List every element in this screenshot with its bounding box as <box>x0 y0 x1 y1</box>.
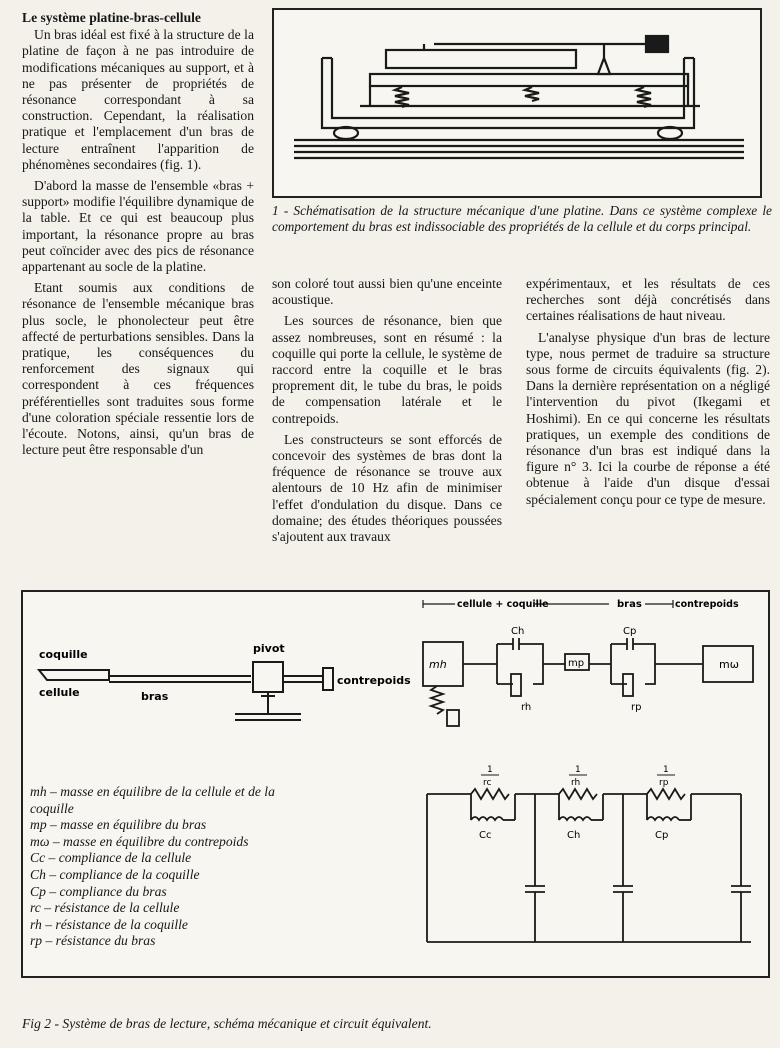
circuit-label-ch: Ch <box>511 626 525 637</box>
legend-item: Ch – compliance de la coquille <box>30 866 200 882</box>
header-bras: bras <box>617 599 642 610</box>
paragraph: Les sources de résonance, bien que assez nombreuses, sont en résumé : la coquille qui porte la cellule, le système de raccord entre la coquille et le bras proprement dit, le tube du bras, le poids de compensation latérale et le contrepoids. <box>272 313 502 426</box>
circuit-label-mw: mω <box>719 658 739 671</box>
article-column-1 <box>22 10 254 463</box>
paragraph: L'analyse physique d'un bras de lecture type, nous permet de traduire sa structure sous forme de circuits équivalents (fig. 2). Dans la dernière représentation on a négligé l'intervention du pivot (Ikegami et Hoshimi). En ce qui concerne les résultats pratiques, un exemple des conditions de résonance d'un bras est indiqué dans la figure n° 3. Ici la courbe de réponse a été obtenue à l'aide d'un disque d'essai spécialement conçu pour ce type de mesure. <box>526 329 770 507</box>
paragraph: expérimentaux, et les résultats de ces recherches sont déjà concrétisés dans certaines réalisations de haut niveau. <box>526 276 770 324</box>
legend-item: Cc – compliance de la cellule <box>30 850 192 866</box>
c1-label: Cc <box>479 830 492 841</box>
legend-item: coquille <box>30 800 74 816</box>
article-column-3 <box>526 276 770 513</box>
r1-top-label: 1 <box>487 765 493 775</box>
r2-top-label: 1 <box>575 765 581 775</box>
figure-2-legend <box>30 784 275 950</box>
circuit-label-rh: rh <box>521 702 532 713</box>
circuit-label-mp: mp <box>568 658 585 669</box>
c2-label: Ch <box>567 830 581 841</box>
turntable-structure-diagram <box>274 10 760 196</box>
r2-bottom-label: rh <box>571 778 581 788</box>
paragraph: son coloré tout aussi bien qu'une enceinte acoustique. <box>272 276 502 308</box>
figure-2-caption: Fig 2 - Système de bras de lecture, schéma mécanique et circuit équivalent. <box>22 1016 432 1031</box>
legend-item: mp – masse en équilibre du bras <box>30 817 207 833</box>
legend-item: mh – masse en équilibre de la cellule et de la <box>30 784 275 799</box>
label-contrepoids: contrepoids <box>337 674 411 687</box>
paragraph: Un bras idéal est fixé à la structure de la platine de façon à ne pas introduire de modifications mécaniques au support, et à ne pas présenter de propriétés de résonance correspondant à sa construction. Cependant, la réalisation pratique et l'emplacement d'un bras de lecture entraînent l'apparition de phénomènes secondaires (fig. 1). <box>22 27 254 172</box>
header-cellule-coquille: cellule + coquille <box>457 599 549 610</box>
legend-item: mω – masse en équilibre du contrepoids <box>30 833 249 849</box>
circuit-label-cp: Cp <box>623 626 637 637</box>
c3-label: Cp <box>655 830 669 841</box>
paragraph: Etant soumis aux conditions de résonance de l'ensemble mécanique bras plus socle, le phonolecteur peut être affecté de perturbations sensibles. Dans la pratique, les conséquences du renforcement des signaux qui correspondent à ces fréquences préférentielles sont traduites sous forme d'une coloration spéciale ressentie lors de l'écoute. Notons, ainsi, qu'un bras de lecture peut être responsable d'un <box>22 280 254 458</box>
mechanical-diagram <box>39 662 333 720</box>
legend-item: Cp – compliance du bras <box>30 883 167 899</box>
paragraph: Les constructeurs se sont efforcés de concevoir des systèmes de bras dont la fréquence de résonance se trouve aux alentours de 10 Hz afin de minimiser l'effet d'ondulation du disque. Dans ce domaine; des études théoriques poussées s'ajoutent aux travaux <box>272 431 502 545</box>
equivalent-circuit-1 <box>423 638 753 726</box>
legend-item: rh – résistance de la coquille <box>30 916 188 932</box>
r3-bottom-label: rp <box>659 778 669 788</box>
figure-1-caption: 1 - Schématisation de la structure mécanique d'une platine. Dans ce système complexe le comportement du bras est indissociable des propriétés de la cellule et du corps principal. <box>272 203 772 235</box>
article-column-2 <box>272 276 502 550</box>
circuit-label-mh: mh <box>429 658 447 671</box>
label-bras: bras <box>141 690 169 703</box>
circuit-label-rp: rp <box>631 702 642 713</box>
r1-bottom-label: rc <box>483 778 492 788</box>
label-pivot: pivot <box>253 642 285 655</box>
equivalent-circuit-2 <box>427 789 751 942</box>
r3-top-label: 1 <box>663 765 669 775</box>
label-cellule: cellule <box>39 686 80 699</box>
header-contrepoids: contrepoids <box>675 599 739 610</box>
legend-item: rp – résistance du bras <box>30 933 156 949</box>
label-coquille: coquille <box>39 648 88 661</box>
legend-item: rc – résistance de la cellule <box>30 900 180 916</box>
figure-1 <box>272 8 762 198</box>
paragraph: D'abord la masse de l'ensemble «bras + support» modifie l'équilibre dynamique de la table. Et ce qui est beaucoup plus important, la résonance propre au bras peut coïncider avec des pics de résonance appartenant au socle de la platine. <box>22 178 254 275</box>
article-heading: Le système platine-bras-cellule <box>22 10 201 25</box>
